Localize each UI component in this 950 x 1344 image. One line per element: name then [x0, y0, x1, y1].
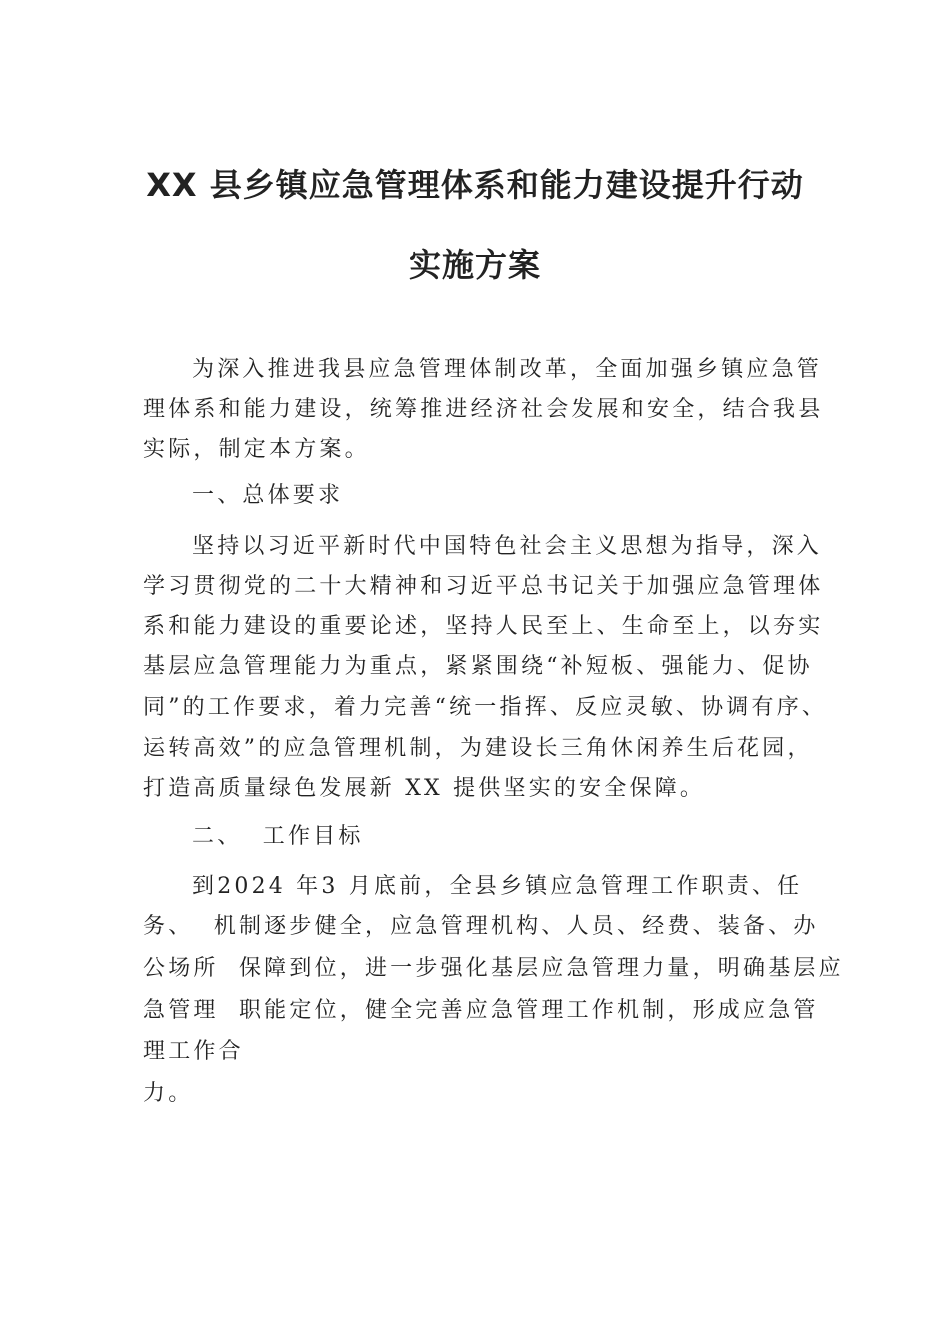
requirements-paragraph-line: 运转高效”的应急管理机制，为建设长三角休闲养生后花园， — [143, 736, 813, 761]
section-heading-work-goals: 二、 工作目标 — [192, 824, 364, 849]
goals-paragraph-line: 急管理 职能定位，健全完善应急管理工作机制，形成应急管 — [143, 998, 819, 1023]
requirements-paragraph-line: 学习贯彻党的二十大精神和习近平总书记关于加强应急管理体 — [143, 574, 824, 599]
intro-paragraph-line: 为深入推进我县应急管理体制改革，全面加强乡镇应急管 — [192, 357, 823, 382]
section-heading-overall-requirements: 一、总体要求 — [192, 483, 344, 508]
goals-paragraph-line: 公场所 保障到位，进一步强化基层应急管理力量，明确基层应 — [143, 956, 844, 981]
document-title-line-1: XX 县乡镇应急管理体系和能力建设提升行动 — [146, 166, 804, 204]
intro-paragraph-line: 实际，制定本方案。 — [143, 437, 370, 462]
requirements-paragraph-line: 同”的工作要求，着力完善“统一指挥、反应灵敏、协调有序、 — [143, 695, 828, 720]
goals-paragraph-line: 力。 — [143, 1081, 194, 1106]
goals-paragraph-line: 理工作合 — [143, 1039, 244, 1064]
document-title-line-2: 实施方案 — [408, 246, 541, 284]
requirements-paragraph-line: 系和能力建设的重要论述，坚持人民至上、生命至上，以夯实 — [143, 614, 824, 639]
goals-paragraph-line: 到2024 年3 月底前，全县乡镇应急管理工作职责、任 — [192, 874, 803, 899]
requirements-paragraph-line: 基层应急管理能力为重点，紧紧围绕“补短板、强能力、促协 — [143, 654, 813, 679]
intro-paragraph-line: 理体系和能力建设，统筹推进经济社会发展和安全，结合我县 — [143, 397, 824, 422]
requirements-paragraph-line: 坚持以习近平新时代中国特色社会主义思想为指导，深入 — [192, 534, 823, 559]
requirements-paragraph-line: 打造高质量绿色发展新 XX 提供坚实的安全保障。 — [143, 776, 706, 801]
goals-paragraph-line: 务、 机制逐步健全，应急管理机构、人员、经费、装备、办 — [143, 914, 819, 939]
